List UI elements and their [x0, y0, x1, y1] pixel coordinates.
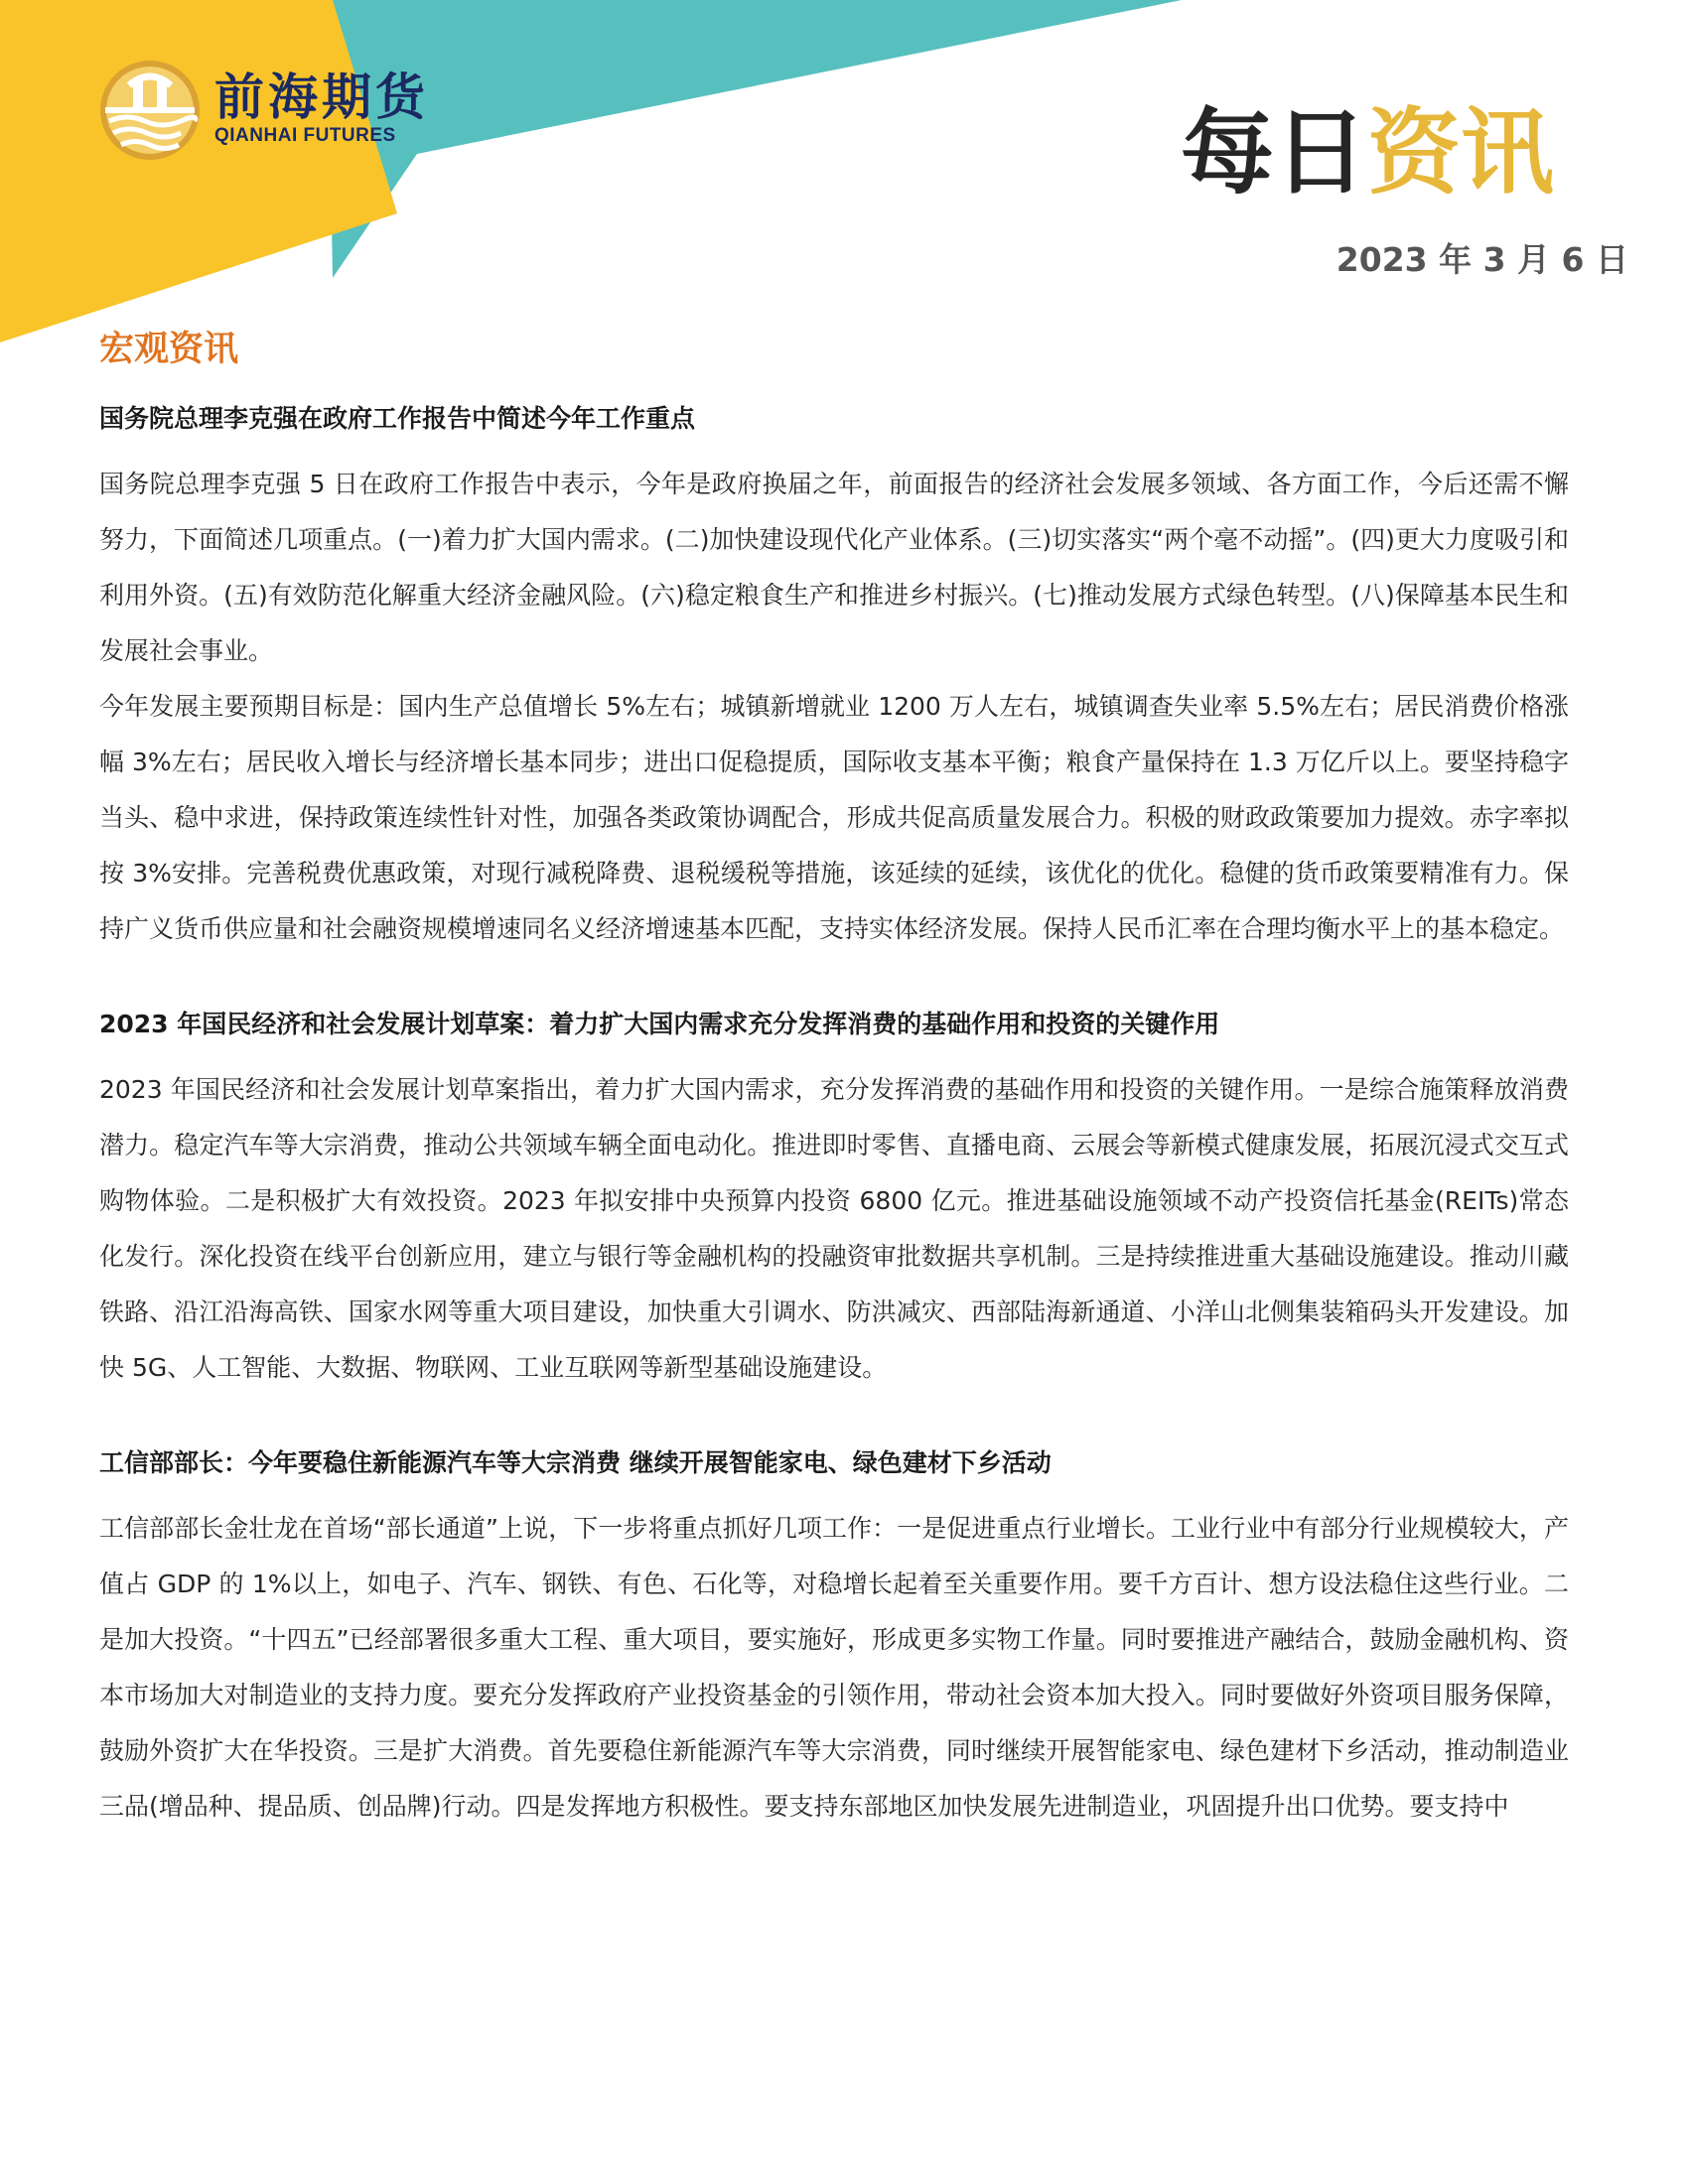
- article-paragraph: 今年发展主要预期目标是：国内生产总值增长 5%左右；城镇新增就业 1200 万人左右，城镇调查失业率 5.5%左右；居民消费价格涨幅 3%左右；居民收入增长与经济增长基本同步；进出口促稳提质，国际收支基本平衡；粮食产量保持在 1.3 万亿斤以上。要坚持稳字当头、稳中求进，保持政策连续性针对性，加强各类政策协调配合，形成共促高质量发展合力。积极的财政政策要加力提效。赤字率拟按 3%安排。完善税费优惠政策，对现行减税降费、退税缓税等措施，该延续的延续，该优化的优化。稳健的货币政策要精准有力。保持广义货币供应量和社会融资规模增速同名义经济增速基本匹配，支持实体经济发展。保持人民币汇率在合理均衡水平上的基本稳定。: [99, 691, 1569, 943]
- issue-date: 2023 年 3 月 6 日: [1336, 240, 1628, 279]
- article: [99, 391, 1569, 957]
- article-paragraph: 2023 年国民经济和社会发展计划草案指出，着力扩大国内需求，充分发挥消费的基础作用和投资的关键作用。一是综合施策释放消费潜力。稳定汽车等大宗消费，推动公共领域车辆全面电动化。推进即时零售、直播电商、云展会等新模式健康发展，拓展沉浸式交互式购物体验。二是积极扩大有效投资。2023 年拟安排中央预算内投资 6800 亿元。推进基础设施领域不动产投资信托基金(REITs)常态化发行。深化投资在线平台创新应用，建立与银行等金融机构的投融资审批数据共享机制。三是持续推进重大基础设施建设。推动川藏铁路、沿江沿海高铁、国家水网等重大项目建设，加快重大引调水、防洪减灾、西部陆海新通道、小洋山北侧集装箱码头开发建设。加快 5G、人工智能、大数据、物联网、工业互联网等新型基础设施建设。: [99, 1074, 1569, 1382]
- article-paragraph: 国务院总理李克强 5 日在政府工作报告中表示，今年是政府换届之年，前面报告的经济社会发展多领域、各方面工作，今后还需不懈努力，下面简述几项重点。(一)着力扩大国内需求。(二)加快建设现代化产业体系。(三)切实落实“两个毫不动摇”。(四)更大力度吸引和利用外资。(五)有效防范化解重大经济金融风险。(六)稳定粮食生产和推进乡村振兴。(七)推动发展方式绿色转型。(八)保障基本民生和发展社会事业。: [99, 469, 1569, 665]
- article-title: 工信部部长：今年要稳住新能源汽车等大宗消费 继续开展智能家电、绿色建材下乡活动: [99, 1447, 1052, 1477]
- document-body: [99, 328, 1569, 1874]
- masthead-part1: 每日: [1180, 99, 1367, 207]
- article-title: 国务院总理李克强在政府工作报告中简述今年工作重点: [99, 403, 696, 433]
- article: [99, 1435, 1569, 1835]
- section-title: 宏观资讯: [99, 330, 239, 369]
- logo-emblem-icon: [95, 56, 205, 165]
- article-paragraph: 工信部部长金壮龙在首场“部长通道”上说，下一步将重点抓好几项工作：一是促进重点行业增长。工业行业中有部分行业规模较大，产值占 GDP 的 1%以上，如电子、汽车、钢铁、有色、石化等，对稳增长起着至关重要作用。要千方百计、想方设法稳住这些行业。二是加大投资。“十四五”已经部署很多重大工程、重大项目，要实施好，形成更多实物工作量。同时要推进产融结合，鼓励金融机构、资本市场加大对制造业的支持力度。要充分发挥政府产业投资基金的引领作用，带动社会资本加大投入。同时要做好外资项目服务保障，鼓励外资扩大在华投资。三是扩大消费。首先要稳住新能源汽车等大宗消费，同时继续开展智能家电、绿色建材下乡活动，推动制造业三品(增品种、提品质、创品牌)行动。四是发挥地方积极性。要支持东部地区加快发展先进制造业，巩固提升出口优势。要支持中: [99, 1513, 1569, 1821]
- masthead-part2: 资讯: [1366, 99, 1554, 207]
- banner-yellow-band: [0, 0, 397, 342]
- company-logo: [95, 56, 453, 165]
- banner-teal-band: [328, 0, 1182, 278]
- logo-name-cn: 前海期货: [214, 68, 429, 126]
- logo-name-en: QIANHAI FUTURES: [214, 125, 396, 146]
- masthead-title: [1180, 99, 1554, 207]
- article: [99, 997, 1569, 1396]
- article-title: 2023 年国民经济和社会发展计划草案：着力扩大国内需求充分发挥消费的基础作用和投资的关键作用: [99, 1009, 1220, 1038]
